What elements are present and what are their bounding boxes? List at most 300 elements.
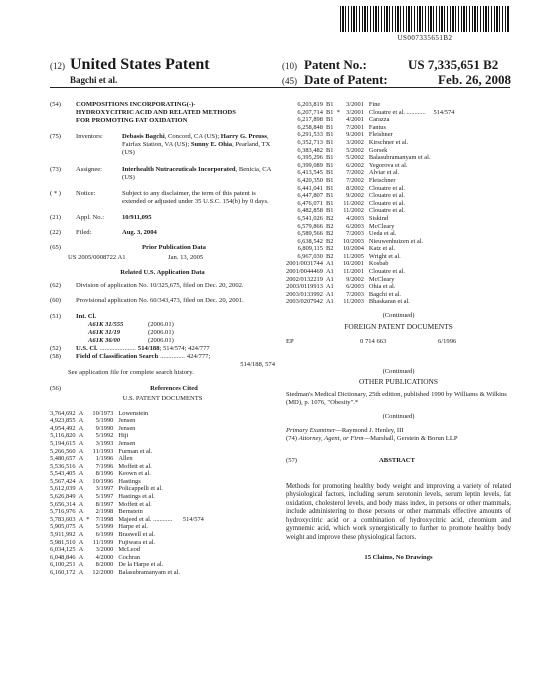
intcl-version: (2006.01) <box>148 320 174 328</box>
ref-date: 9/2001 <box>346 131 364 139</box>
field-section <box>50 353 275 361</box>
reference-row <box>286 238 457 246</box>
ref-class <box>433 230 457 238</box>
reference-row <box>286 139 457 147</box>
ref-date: 4/2001 <box>346 116 364 124</box>
appl-label: Appl. No.: <box>76 213 105 221</box>
ref-inventor: Clouatre et al. <box>368 207 405 215</box>
ref-class <box>433 154 457 162</box>
reference-row <box>286 276 457 284</box>
assignee-value <box>122 166 272 182</box>
code-75: (75) <box>50 133 61 141</box>
ref-inventor: Fleischner <box>368 176 396 184</box>
ref-class <box>433 253 457 261</box>
ref-inventor: Keown et al. <box>118 470 151 478</box>
inventors-short: Bagchi et al. <box>70 75 118 85</box>
uscl-rest: ; 514/574; 424/777 <box>159 344 210 352</box>
ref-date: 3/2001 <box>346 101 364 108</box>
right-column <box>286 101 511 562</box>
ref-class <box>433 215 457 223</box>
ref-class <box>433 276 457 284</box>
ref-kind: B1 <box>325 138 334 146</box>
code-60: (60) <box>50 296 61 304</box>
ref-inventor: Alviar et al. <box>368 169 400 177</box>
ref-kind: A <box>78 462 84 470</box>
ref-class <box>433 298 457 306</box>
appl-section <box>50 214 275 222</box>
ref-date: 3/2001 <box>346 108 364 116</box>
foreign-date: 6/1996 <box>438 338 457 346</box>
field-line-1: 424/777; <box>186 353 211 361</box>
ref-star: * <box>336 108 340 116</box>
inventors-label: Inventors: <box>76 133 103 141</box>
ref-kind: B2 <box>325 230 334 238</box>
ref-class <box>433 169 457 177</box>
abstract-text: Methods for promoting healthy body weight and improving a variety of related physiological factors, including serum serotonin levels, serum leptin levels, fat oxidation, cholesterol levels, and body mass index, in persons or other mammals, include administering to those persons or other mammals effective amounts of hydroxycitric acid or a combination of hydroxycitric acid, chromium and gymnemic acid, which work synergistically to further to promote healthy body weight and improve these physiological factors. <box>286 483 511 541</box>
patent-title-header: United States Patent <box>70 56 210 73</box>
code-52: (52) <box>50 344 61 352</box>
ref-date: 10/2001 <box>342 260 364 268</box>
uscl-main: 514/188 <box>137 344 160 352</box>
ref-class <box>183 470 207 478</box>
us-references-table <box>50 410 207 577</box>
ref-kind: B1 <box>325 146 334 154</box>
inventors-list <box>122 133 272 157</box>
ref-kind: B1 <box>325 123 334 131</box>
ref-number: 6,967,030 <box>297 252 323 260</box>
ref-class <box>433 185 457 193</box>
reference-row <box>50 440 207 448</box>
ref-kind: A <box>78 523 84 531</box>
code-54: (54) <box>50 101 61 108</box>
ref-number: 4,923,855 <box>50 417 76 425</box>
provisional-text: Provisional application No. 60/343,473, filed on Dec. 20, 2001. <box>76 296 244 304</box>
reference-row <box>50 425 207 433</box>
ref-inventor: Katz et al. <box>368 245 395 253</box>
ref-number: 6,541,026 <box>297 214 323 222</box>
uscl-label: U.S. Cl. <box>76 344 98 352</box>
ref-kind: B1 <box>325 207 334 215</box>
reference-row <box>50 417 207 425</box>
inventor-location: , Pearland, TX (US) <box>122 141 271 157</box>
ref-number: 6,413,545 <box>297 169 323 177</box>
ref-kind: B2 <box>325 222 334 230</box>
reference-row <box>286 192 457 200</box>
ref-class <box>433 124 457 132</box>
ref-number: 6,589,566 <box>297 230 323 238</box>
ref-inventor: Jensen <box>118 424 136 432</box>
kind-code-12: (12) <box>50 61 65 71</box>
kind-code-10: (10) <box>282 61 297 71</box>
ref-kind: B1 <box>325 176 334 184</box>
code-65: (65) <box>50 244 61 252</box>
code-58: (58) <box>50 353 61 361</box>
us-docs-title: U.S. PATENT DOCUMENTS <box>122 395 203 403</box>
ref-number: 2003/0207942 <box>286 298 323 306</box>
ref-date: 7/2002 <box>346 176 364 184</box>
ref-inventor: Fujiwara et al. <box>118 538 156 546</box>
ref-date: 9/1990 <box>95 424 114 432</box>
reference-row <box>286 245 457 253</box>
patent-date: Feb. 26, 2008 <box>438 72 511 87</box>
ref-inventor: Clouatre et al. <box>368 199 405 207</box>
ref-class <box>433 291 457 299</box>
ref-class: 514/574 <box>433 108 455 116</box>
ref-number: 6,441,041 <box>297 184 323 192</box>
ref-inventor: Bernstein <box>118 508 143 516</box>
ref-date: 5/2002 <box>346 154 364 162</box>
reference-row <box>50 448 207 456</box>
reference-row <box>286 230 457 238</box>
reference-row <box>50 432 207 440</box>
foreign-country: EP <box>286 338 294 346</box>
ref-class <box>183 425 207 433</box>
ref-inventor: Allen <box>118 455 133 463</box>
ref-date: 7/2001 <box>346 123 364 131</box>
ref-class <box>183 508 207 516</box>
reference-row <box>286 260 457 268</box>
ref-date: 8/2000 <box>95 561 114 569</box>
ref-number: 2002/0132219 <box>286 275 323 283</box>
ref-kind: B2 <box>325 252 334 260</box>
ref-number: 6,203,819 <box>297 101 323 108</box>
ref-number: 2003/0119913 <box>286 283 323 291</box>
ref-date: 6/1999 <box>95 531 114 539</box>
ref-number: 6,809,115 <box>297 245 323 253</box>
ref-class <box>183 561 207 569</box>
ref-date: 1/1996 <box>95 455 114 463</box>
field-note: See application file for complete search history. <box>68 369 194 377</box>
ref-class <box>433 139 457 147</box>
ref-number: 2001/0044469 <box>286 268 323 276</box>
ref-date: 11/2003 <box>343 298 364 306</box>
ref-kind: B2 <box>325 237 334 245</box>
reference-row <box>50 561 207 569</box>
reference-row <box>50 516 207 524</box>
invention-title: COMPOSITIONS INCORPORATING(-)-HYDROXYCITRIC ACID AND RELATED METHODS FOR PROMOTING FAT OXIDATION <box>76 101 236 125</box>
ref-kind: A1 <box>325 260 334 268</box>
kind-code-45: (45) <box>282 76 297 86</box>
ref-kind: B1 <box>325 184 334 192</box>
ref-date: 7/2002 <box>346 169 364 177</box>
reference-row <box>50 455 207 463</box>
reference-row <box>286 147 457 155</box>
ref-kind: A <box>78 561 84 569</box>
refs-title: References Cited <box>150 385 198 393</box>
intcl-section <box>50 313 275 321</box>
foreign-number: 0 714 663 <box>360 338 387 346</box>
ref-kind: B1 <box>325 161 334 169</box>
uscl-section <box>50 345 275 353</box>
reference-row <box>286 253 457 261</box>
prior-pub-date: Jan. 13, 2005 <box>168 254 204 262</box>
ref-inventor: Balasubramanyam et al. <box>368 154 431 162</box>
ref-inventor: De la Harpe et al. <box>118 561 164 569</box>
field-label: Field of Classification Search <box>76 353 159 361</box>
ref-inventor: McCleary <box>368 275 395 283</box>
ref-inventor: Bagchi et al. <box>368 290 402 298</box>
ref-date: 3/1993 <box>95 439 114 447</box>
ref-number: 5,567,424 <box>50 477 76 485</box>
ref-number: 4,954,492 <box>50 424 76 432</box>
document-number: US007335651B2 <box>397 34 453 42</box>
reference-row <box>286 124 457 132</box>
ref-inventor: Siskind <box>368 214 389 222</box>
ref-class <box>183 523 207 531</box>
reference-row <box>50 539 207 547</box>
ref-date: 3/1997 <box>95 485 114 493</box>
refs-section <box>50 385 275 393</box>
ref-date: 11/2001 <box>343 268 364 276</box>
other-publications-title: OTHER PUBLICATIONS <box>358 377 439 387</box>
ref-kind: B1 <box>325 101 334 108</box>
inventor-name: Debasis Bagchi <box>122 133 165 141</box>
left-column <box>50 101 275 577</box>
ref-date: 11/1993 <box>92 447 114 455</box>
ref-number: 6,258,848 <box>297 123 323 131</box>
ref-number: 6,420,350 <box>297 176 323 184</box>
inventor-name: Harry G. Preuss <box>220 133 267 141</box>
ref-inventor: Clouatre et al. <box>368 268 405 276</box>
reference-row <box>286 154 457 162</box>
ref-number: 6,395,296 <box>297 154 323 162</box>
reference-row <box>286 207 457 215</box>
ref-number: 5,981,510 <box>50 538 76 546</box>
reference-row <box>286 169 457 177</box>
reference-row <box>50 410 207 418</box>
ref-inventor: Wright et al. <box>368 252 401 260</box>
code-73: (73) <box>50 165 61 173</box>
ref-date: 6/2003 <box>346 283 364 291</box>
prior-pub-number: US 2005/0008722 A1 <box>68 254 126 262</box>
ref-date: 8/1996 <box>95 470 114 478</box>
ref-class <box>183 539 207 547</box>
ref-kind: A <box>78 477 84 485</box>
inventors-section <box>50 133 275 157</box>
code-22: (22) <box>50 229 61 237</box>
ref-kind: A <box>78 470 84 478</box>
notice-label: Notice: <box>76 189 96 197</box>
ref-number: 5,626,849 <box>50 493 76 501</box>
ref-number: 6,207,714 <box>297 108 323 116</box>
ref-date: 5/1992 <box>95 432 114 440</box>
reference-row <box>50 463 207 471</box>
ref-number: 6,048,846 <box>50 553 76 561</box>
ref-class <box>183 501 207 509</box>
filed-date: Aug. 3, 2004 <box>122 229 157 237</box>
uscl-dots: ...................... <box>99 344 136 352</box>
ref-kind: A <box>78 485 84 493</box>
reference-row <box>286 109 457 117</box>
intcl-version: (2006.01) <box>148 328 174 336</box>
ref-kind: A <box>78 439 84 447</box>
reference-row <box>286 131 457 139</box>
ref-inventor: Balasubramanyam et al. <box>118 569 180 576</box>
ref-number: 6,579,866 <box>297 222 323 230</box>
ref-inventor: Ueda et al. <box>368 230 397 238</box>
inventor-location: , Concord, CA (US); <box>164 133 220 141</box>
intcl-row <box>88 321 275 329</box>
date-label: Date of Patent: <box>304 72 388 87</box>
ref-date: 5/1990 <box>95 417 114 425</box>
reference-row <box>50 554 207 562</box>
ref-date: 10/2004 <box>342 245 364 253</box>
ref-inventor: Carazza <box>368 116 390 124</box>
ref-inventor: Moffett et al. <box>118 462 152 470</box>
reference-row <box>50 478 207 486</box>
ref-kind: A <box>78 531 84 539</box>
ref-number: 6,217,898 <box>297 116 323 124</box>
ref-kind: A <box>78 455 84 463</box>
ref-inventor: Clouatre et al. <box>368 192 405 200</box>
intcl-code: A61K 36/00 <box>88 336 121 344</box>
intcl-list <box>50 321 275 345</box>
ref-class <box>183 493 207 501</box>
assignee-label: Assignee: <box>76 165 103 173</box>
ref-kind: A1 <box>325 298 334 306</box>
ref-class <box>433 200 457 208</box>
ref-inventor: Jensen <box>118 417 136 425</box>
code-21: (21) <box>50 213 61 221</box>
ref-kind: A1 <box>325 290 334 298</box>
ref-class <box>433 283 457 291</box>
ref-date: 2/1998 <box>95 508 114 516</box>
ref-class <box>433 268 457 276</box>
ref-date: 7/2003 <box>346 230 364 238</box>
ref-date: 7/1996 <box>95 462 114 470</box>
ref-number: 5,656,314 <box>50 500 76 508</box>
field-dots: ............... <box>160 353 185 361</box>
reference-row <box>286 162 457 170</box>
attorney-line <box>286 435 511 443</box>
ref-inventor: Clouatre et al. <box>368 184 405 192</box>
patent-number: US 7,335,651 B2 <box>408 57 499 72</box>
ref-date: 10/1996 <box>92 477 114 485</box>
ref-class <box>433 101 457 109</box>
title-section <box>50 101 275 125</box>
ref-date: 7/2003 <box>346 290 364 298</box>
ref-class <box>183 440 207 448</box>
ref-number: 5,543,405 <box>50 470 76 478</box>
ref-class <box>183 485 207 493</box>
intcl-row <box>88 337 275 345</box>
ref-inventor: McCleary <box>368 222 395 230</box>
ref-inventor: Furman et al. <box>118 447 153 455</box>
ref-number: 5,612,039 <box>50 485 76 493</box>
ref-date: 4/2000 <box>95 553 114 561</box>
ref-number: 5,116,820 <box>50 432 76 440</box>
ref-date: 3/2002 <box>346 138 364 146</box>
attorney-label: Attorney, Agent, or Firm <box>298 434 364 442</box>
inventor-name: Sunny E. Ohia <box>190 141 233 149</box>
ref-number: 2003/0133992 <box>286 290 323 298</box>
ref-number: 5,911,992 <box>50 531 76 539</box>
ref-class <box>183 455 207 463</box>
ref-inventor: Hastings et al. <box>118 493 155 501</box>
ref-number: 5,783,603 <box>50 515 76 523</box>
foreign-docs-title: FOREIGN PATENT DOCUMENTS <box>344 322 453 332</box>
reference-row <box>50 485 207 493</box>
ref-date: 11/2002 <box>343 207 364 215</box>
ref-class <box>433 177 457 185</box>
code-51: (51) <box>50 312 61 320</box>
ref-class <box>183 448 207 456</box>
prior-pub-section <box>50 244 275 252</box>
reference-row <box>286 291 457 299</box>
ref-class <box>433 245 457 253</box>
ref-date: 5/1999 <box>95 523 114 531</box>
intcl-code: A61K 31/555 <box>88 320 124 328</box>
prior-pub-title: Prior Publication Data <box>142 244 206 252</box>
ref-class <box>433 147 457 155</box>
ref-date: 11/1999 <box>92 538 114 546</box>
assignee-section <box>50 166 275 182</box>
ref-kind: A <box>78 409 84 417</box>
appl-number: 10/911,095 <box>122 213 152 221</box>
ref-date: 11/2002 <box>343 199 364 207</box>
ref-kind: A <box>78 447 84 455</box>
ref-class <box>433 131 457 139</box>
reference-row <box>286 268 457 276</box>
ref-class <box>183 478 207 486</box>
ref-number: 2001/0031744 <box>286 260 323 268</box>
ref-inventor: Kosbab <box>368 260 389 268</box>
ref-inventor: Harpe et al. <box>118 523 148 531</box>
ref-inventor: Jensen <box>118 439 136 447</box>
related-data-title: Related U.S. Application Data <box>120 269 205 277</box>
field-line-2: 514/188, 574 <box>240 361 275 369</box>
ref-date: 6/2002 <box>346 161 364 169</box>
ref-number: 6,638,542 <box>297 237 323 245</box>
ref-kind: A <box>78 493 84 501</box>
ref-class <box>433 207 457 215</box>
code-74: (74) <box>286 434 297 442</box>
ref-number: 5,536,516 <box>50 462 76 470</box>
ref-kind: A <box>78 508 84 516</box>
claims-summary: 15 Claims, No Drawings <box>364 553 433 561</box>
ref-inventor: Cochran <box>118 553 140 561</box>
ref-kind: B1 <box>325 131 334 139</box>
ref-inventor: Clouatre et al. ............ <box>368 108 426 116</box>
ref-class <box>183 546 207 554</box>
ref-number: 6,482,858 <box>297 207 323 215</box>
assignee-location: , Benicia, CA (US) <box>122 165 272 181</box>
reference-row <box>286 185 457 193</box>
header-rule <box>50 87 510 88</box>
ref-number: 6,100,251 <box>50 561 76 569</box>
ref-kind: B1 <box>325 154 334 162</box>
ref-kind: A1 <box>325 275 334 283</box>
ref-kind: B1 <box>325 108 334 116</box>
ref-inventor: Braswell et al. <box>118 531 156 539</box>
ref-class <box>433 260 457 268</box>
notice-text: Subject to any disclaimer, the term of this patent is extended or adjusted under 35 U.S.C. 154(b) by 0 days. <box>122 189 269 205</box>
ref-class <box>183 531 207 539</box>
reference-row <box>286 177 457 185</box>
reference-row <box>50 508 207 516</box>
ref-kind: A <box>78 553 84 561</box>
ref-inventor: Kirschner et al. <box>368 138 409 146</box>
ref-number: 6,291,533 <box>297 131 323 139</box>
reference-row <box>50 523 207 531</box>
reference-row <box>286 101 457 109</box>
ref-number: 6,352,713 <box>297 138 323 146</box>
ref-class <box>183 410 207 418</box>
ref-number: 5,480,657 <box>50 455 76 463</box>
reference-row <box>286 223 457 231</box>
division-text: Division of application No. 10/325,675, filed on Dec. 20, 2002. <box>76 282 244 290</box>
ref-kind: A <box>78 569 84 576</box>
